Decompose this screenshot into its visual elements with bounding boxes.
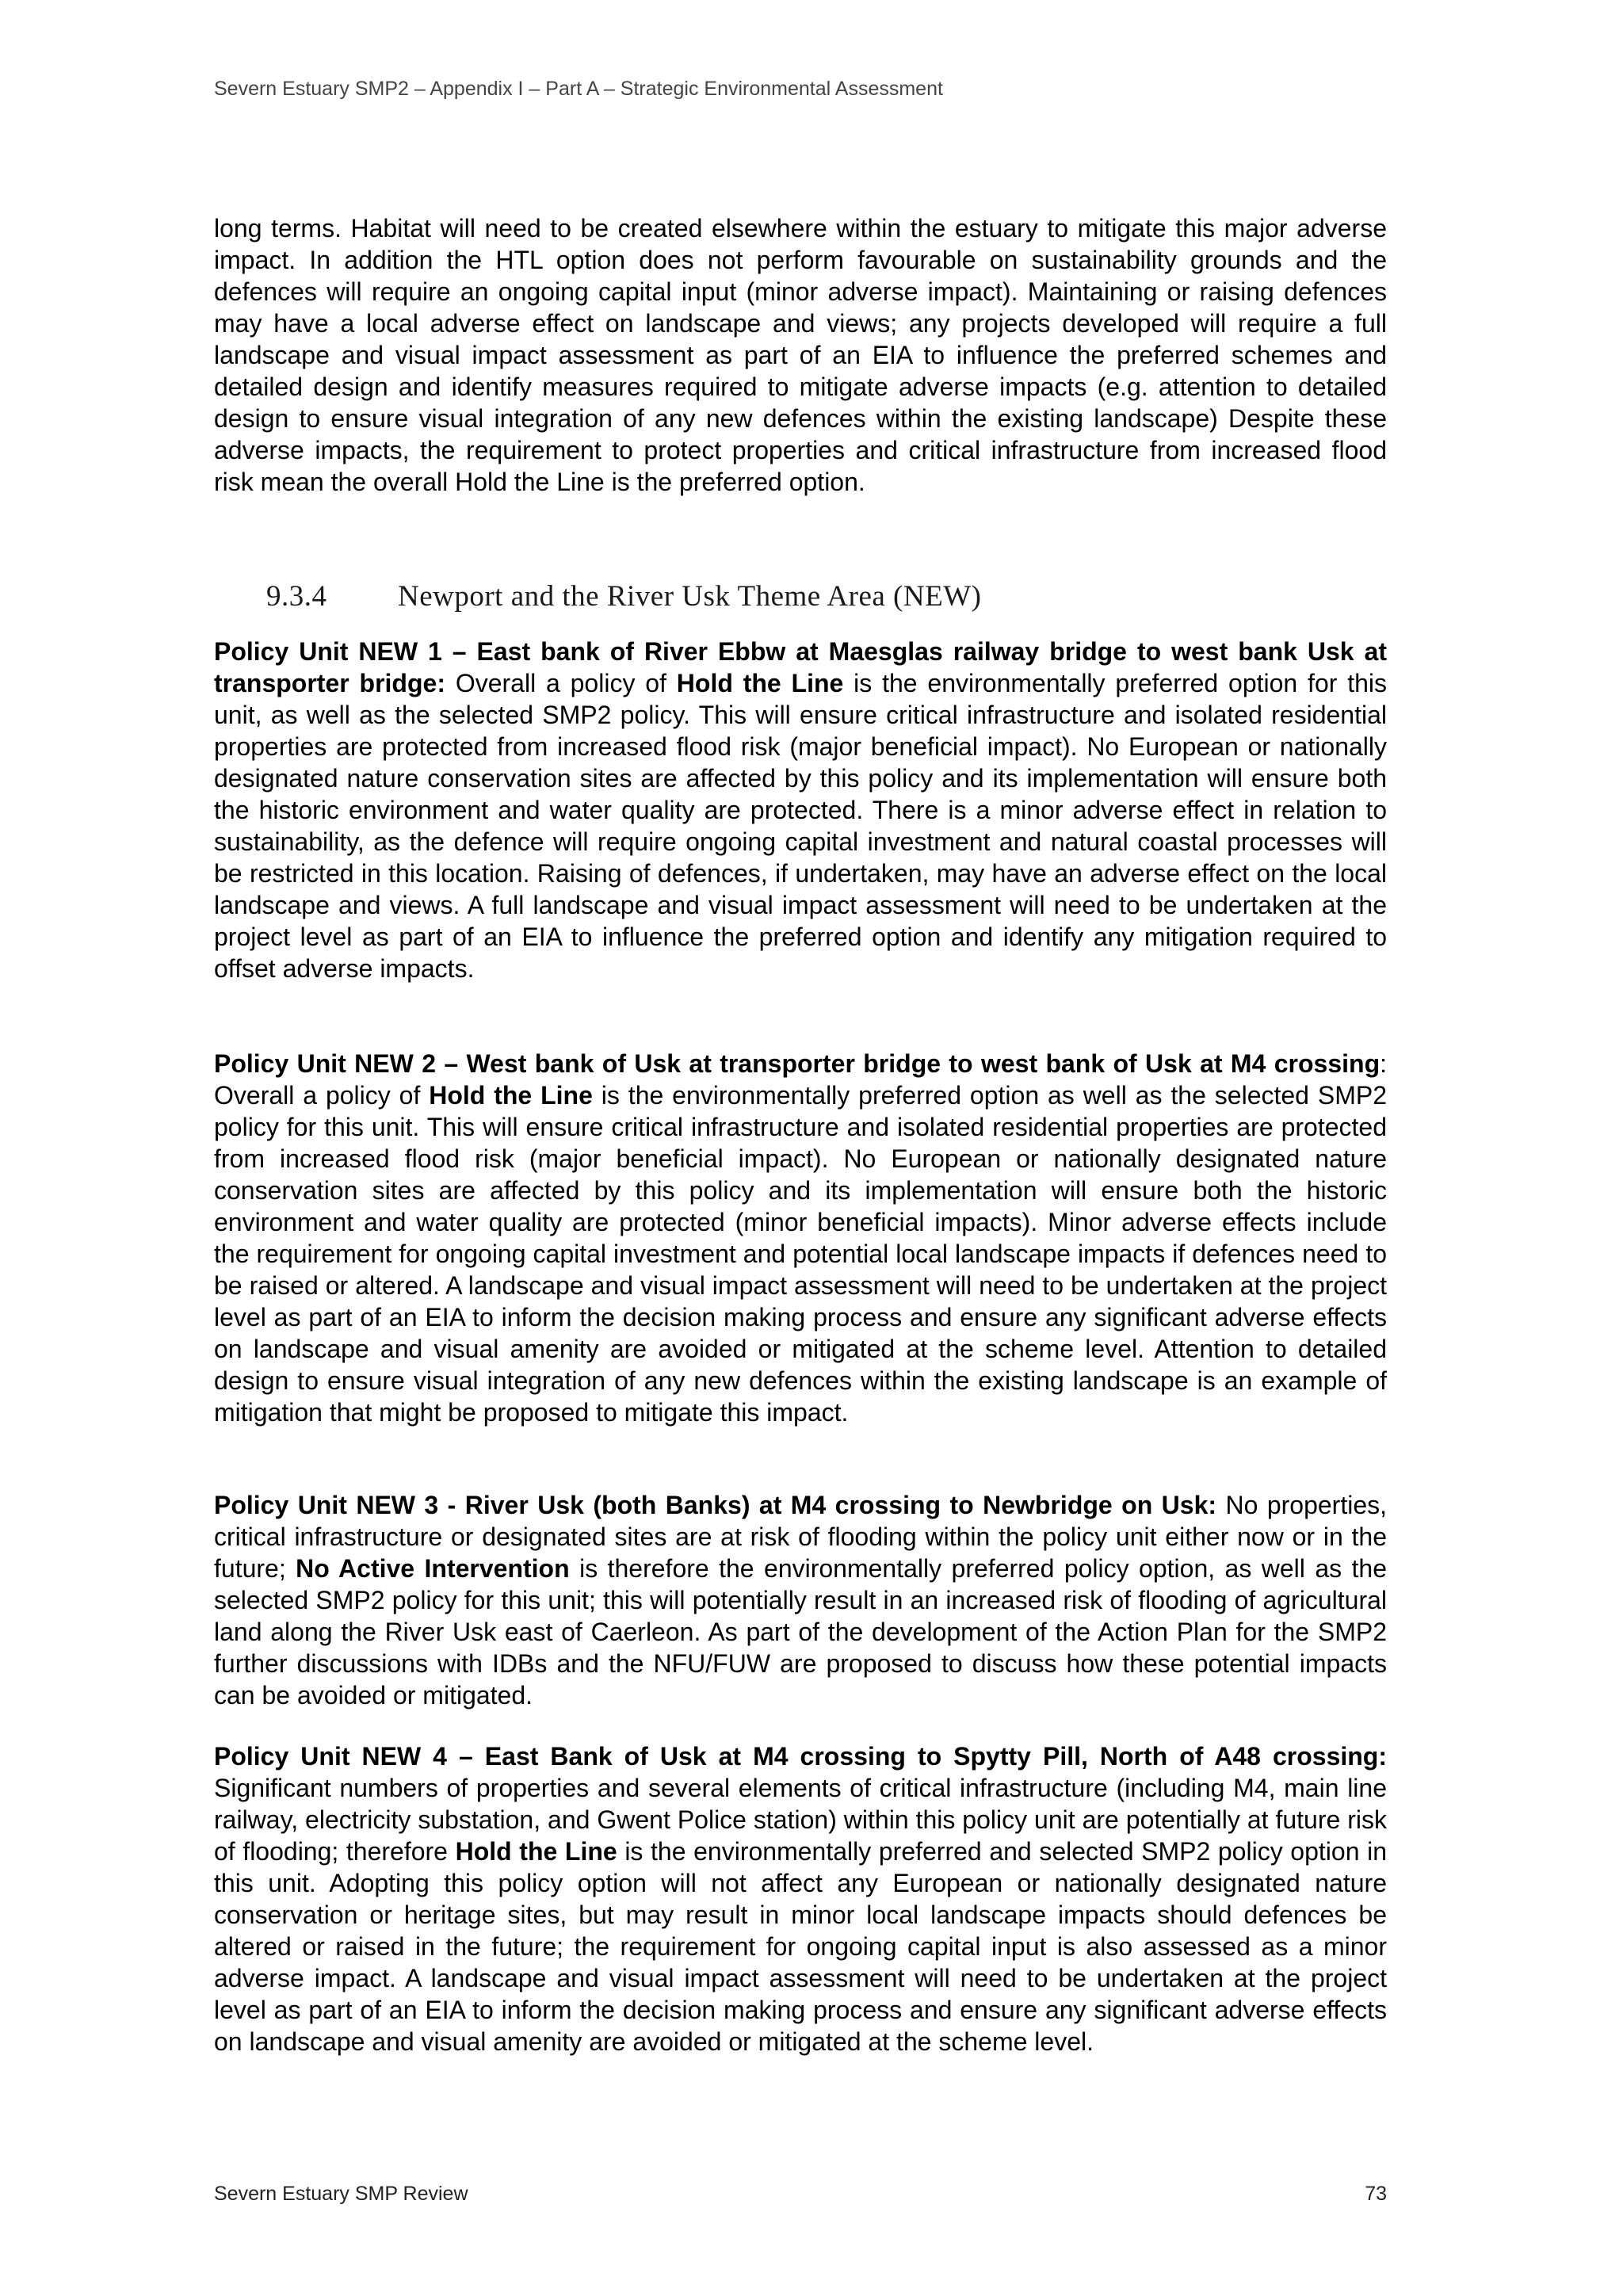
policy-unit-heading: Policy Unit NEW 3 - River Usk (both Banks) at M4 crossing to Newbridge on Usk: <box>214 1491 1217 1519</box>
policy-unit-heading: Policy Unit NEW 4 – East Bank of Usk at M4 crossing to Spytty Pill, North of A48 crossing: <box>214 1742 1387 1771</box>
policy-unit-new-2 <box>214 1048 1387 1428</box>
policy-unit-new-4 <box>214 1740 1387 2057</box>
policy-name: Hold the Line <box>455 1837 617 1866</box>
policy-unit-new-1 <box>214 636 1387 984</box>
policy-unit-text: is the environmentally preferred option for this unit, as well as the selected SMP2 policy. This will ensure critical infrastructure and isolated residential properties are protected from increased flood risk (major beneficial impact). No European or nationally designated nature conservation sites are affected by this policy and its implementation will ensure both the historic environment and water quality are protected. There is a minor adverse effect in relation to sustainability, as the defence will require ongoing capital investment and natural coastal processes will be restricted in this location. Raising of defences, if undertaken, may have an adverse effect on the local landscape and views. A full landscape and visual impact assessment will need to be undertaken at the project level as part of an EIA to influence the preferred option and identify any mitigation required to offset adverse impacts. <box>214 669 1388 983</box>
section-number: 9.3.4 <box>266 580 327 613</box>
policy-unit-text: Overall a policy of <box>445 669 677 697</box>
policy-unit-text: is the environmentally preferred option as well as the selected SMP2 policy for this unit. This will ensure critical infrastructure and isolated residential properties are protected from increased flood risk (major beneficial impact). No European or nationally designated nature conservation sites are affected by this policy and its implementation will ensure both the historic environment and water quality are protected (minor beneficial impacts). Minor adverse effects include the requirement for ongoing capital investment and potential local landscape impacts if defences need to be raised or altered. A landscape and visual impact assessment will need to be undertaken at the project level as part of an EIA to inform the decision making process and ensure any significant adverse effects on landscape and visual amenity are avoided or mitigated at the scheme level. Attention to detailed design to ensure visual integration of any new defences within the existing landscape is an example of mitigation that might be proposed to mitigate this impact. <box>214 1081 1388 1427</box>
policy-unit-new-3 <box>214 1489 1387 1711</box>
policy-unit-text: No properties, critical infrastructure or designated sites are at risk of flooding within the policy unit either now or in the future; <box>214 1491 1388 1583</box>
page-number: 73 <box>1365 2183 1387 2205</box>
policy-unit-heading: Policy Unit NEW 2 – West bank of Usk at transporter bridge to west bank of Usk at M4 crossing <box>214 1049 1381 1078</box>
footer-title: Severn Estuary SMP Review <box>214 2183 468 2205</box>
running-footer <box>214 2183 1387 2206</box>
policy-name: Hold the Line <box>429 1081 593 1110</box>
intro-paragraph: long terms. Habitat will need to be created elsewhere within the estuary to mitigate this major adverse impact. In addition the HTL option does not perform favourable on sustainability grounds and the defences will require an ongoing capital input (minor adverse impact). Maintaining or raising defences may have a local adverse effect on landscape and views; any projects developed will require a full landscape and visual impact assessment as part of an EIA to influence the preferred schemes and detailed design and identify measures required to mitigate adverse impacts (e.g. attention to detailed design to ensure visual integration of any new defences within the existing landscape) Despite these adverse impacts, the requirement to protect properties and critical infrastructure from increased flood risk mean the overall Hold the Line is the preferred option. <box>214 214 1387 496</box>
section-heading <box>266 579 981 613</box>
running-header: Severn Estuary SMP2 – Appendix I – Part A – Strategic Environmental Assessment <box>214 78 943 100</box>
policy-unit-heading: Policy Unit NEW 1 – East bank of River Ebbw at Maesglas railway bridge to west bank Usk at transporter bridge: <box>214 637 1387 697</box>
policy-unit-text: is the environmentally preferred and selected SMP2 policy option in this unit. Adopting this policy option will not affect any European or nationally designated nature conservation or heritage sites, but may result in minor local landscape impacts should defences be altered or raised in the future; the requirement for ongoing capital input is also assessed as a minor adverse impact. A landscape and visual impact assessment will need to be undertaken at the project level as part of an EIA to inform the decision making process and ensure any significant adverse effects on landscape and visual amenity are avoided or mitigated at the scheme level. <box>214 1837 1388 2056</box>
policy-name: Hold the Line <box>676 669 844 697</box>
policy-unit-text: Significant numbers of properties and several elements of critical infrastructure (including M4, main line railway, electricity substation, and Gwent Police station) within this policy unit are potentially at future risk of flooding; therefore <box>214 1774 1387 1866</box>
section-title: Newport and the River Usk Theme Area (NEW) <box>398 580 982 613</box>
policy-unit-text: is therefore the environmentally preferred policy option, as well as the selected SMP2 policy for this unit; this will potentially result in an increased risk of flooding of agricultural land along the River Usk east of Caerleon. As part of the development of the Action Plan for the SMP2 further discussions with IDBs and the NFU/FUW are proposed to discuss how these potential impacts can be avoided or mitigated. <box>214 1554 1388 1710</box>
policy-name: No Active Intervention <box>296 1554 570 1583</box>
policy-unit-text: : Overall a policy of <box>214 1049 1387 1110</box>
